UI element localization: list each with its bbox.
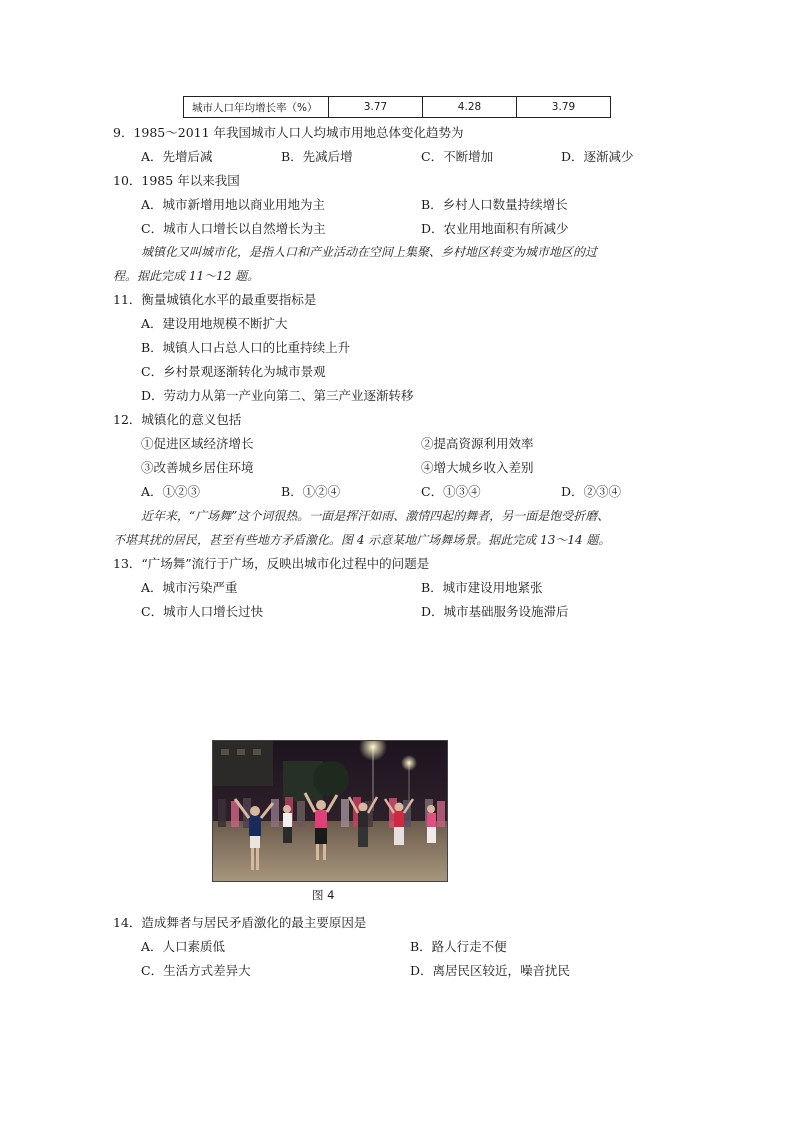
passage-2-line-2: 不堪其扰的居民，甚至有些地方矛盾激化。图 4 示意某地广场舞场景。据此完成 13～14 题。 — [113, 533, 611, 547]
q11-option-d: D．劳动力从第一产业向第二、第三产业逐渐转移 — [141, 388, 414, 403]
q9-option-d: D．逐渐减少 — [561, 149, 634, 164]
question-14-stem: 14．造成舞者与居民矛盾激化的最主要原因是 — [113, 915, 367, 930]
q14-option-b: B．路人行走不便 — [410, 939, 507, 954]
table-cell: 4.28 — [423, 97, 517, 118]
growth-rate-table — [183, 96, 611, 118]
q10-option-c: C．城市人口增长以自然增长为主 — [141, 221, 326, 236]
table-row — [184, 97, 611, 118]
q13-option-c: C．城市人口增长过快 — [141, 604, 264, 619]
passage-2-line-1: 近年来，“广场舞”这个词很热。一面是挥汗如雨、激情四起的舞者，另一面是饱受折磨、 — [141, 509, 610, 523]
q11-option-a: A．建设用地规模不断扩大 — [141, 316, 288, 331]
q12-option-d: D．②③④ — [561, 484, 622, 499]
q9-option-c: C．不断增加 — [421, 149, 494, 164]
table-row-label: 城市人口年均增长率（%） — [184, 97, 329, 118]
q10-option-d: D．农业用地面积有所减少 — [421, 221, 569, 236]
q9-option-a: A．先增后减 — [141, 149, 213, 164]
question-13-stem: 13．“广场舞”流行于广场，反映出城市化过程中的问题是 — [113, 556, 430, 571]
q9-option-b: B．先减后增 — [281, 149, 353, 164]
q12-item-4: ④增大城乡收入差别 — [421, 460, 534, 475]
q14-option-d: D．离居民区较近，噪音扰民 — [410, 963, 571, 978]
question-9-stem: 9．1985～2011 年我国城市人口人均城市用地总体变化趋势为 — [113, 125, 464, 140]
question-11-stem: 11．衡量城镇化水平的最重要指标是 — [113, 292, 317, 307]
q14-option-c: C．生活方式差异大 — [141, 963, 251, 978]
question-12-stem: 12．城镇化的意义包括 — [113, 412, 242, 427]
q12-item-2: ②提高资源利用效率 — [421, 436, 534, 451]
q12-option-a: A．①②③ — [141, 484, 201, 499]
figure-caption: 图 4 — [312, 888, 335, 902]
q12-item-3: ③改善城乡居住环境 — [141, 460, 254, 475]
table-cell: 3.79 — [517, 97, 611, 118]
q14-option-a: A．人口素质低 — [141, 939, 226, 954]
q11-option-b: B．城镇人口占总人口的比重持续上升 — [141, 340, 351, 355]
passage-1-line-2: 程。据此完成 11～12 题。 — [113, 269, 260, 283]
q12-item-1: ①促进区域经济增长 — [141, 436, 254, 451]
q12-option-c: C．①③④ — [421, 484, 481, 499]
q12-option-b: B．①②④ — [281, 484, 341, 499]
q10-option-b: B．乡村人口数量持续增长 — [421, 197, 568, 212]
table-cell: 3.77 — [329, 97, 423, 118]
q13-option-d: D．城市基础服务设施滞后 — [421, 604, 569, 619]
q13-option-a: A．城市污染严重 — [141, 580, 238, 595]
square-dance-photo — [212, 740, 448, 882]
q10-option-a: A．城市新增用地以商业用地为主 — [141, 197, 326, 212]
q11-option-c: C．乡村景观逐渐转化为城市景观 — [141, 364, 326, 379]
passage-1-line-1: 城镇化又叫城市化，是指人口和产业活动在空间上集聚、乡村地区转变为城市地区的过 — [141, 245, 598, 259]
q13-option-b: B．城市建设用地紧张 — [421, 580, 543, 595]
question-10-stem: 10．1985 年以来我国 — [113, 173, 240, 188]
